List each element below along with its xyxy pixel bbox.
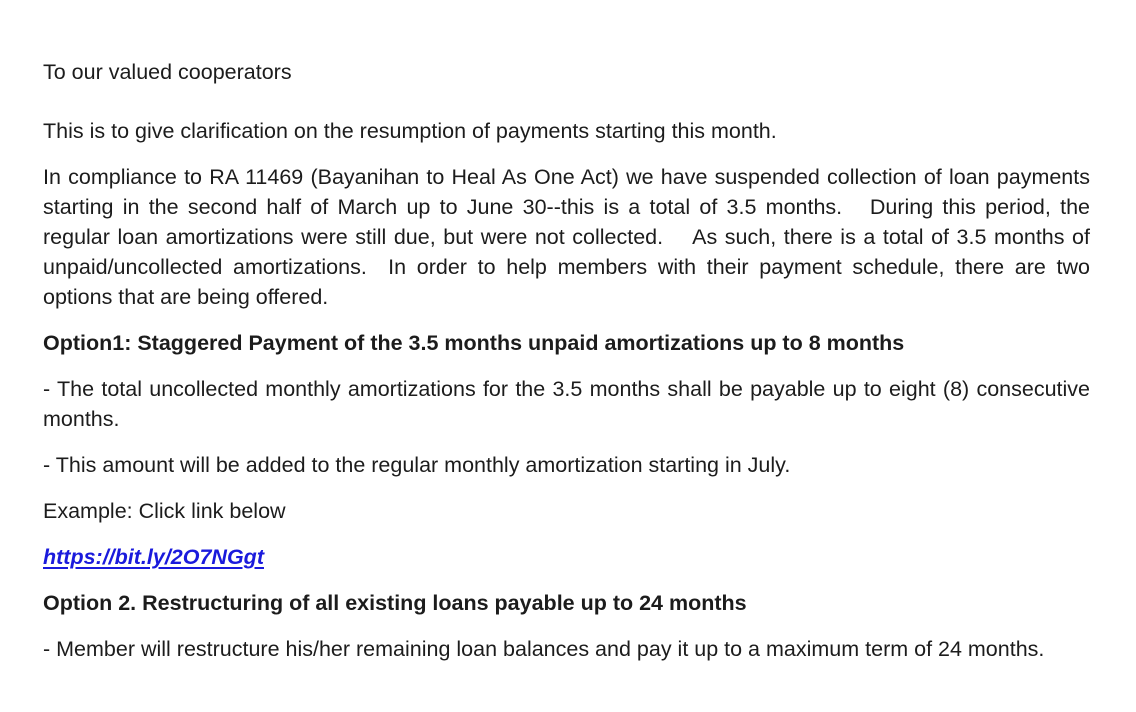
compliance-paragraph: In compliance to RA 11469 (Bayanihan to Heal As One Act) we have suspended collection of loan payments starting in the second half of March up to June 30--this is a total of 3.5 months. During this period, the regular loan amortizations were still due, but were not collected. As such, there is a total of 3.5 months of unpaid/uncollected amortizations. In order to help members with their payment schedule, there are two options that are being offered.: [43, 165, 1096, 309]
option2-point-1: - Member will restructure his/her remaining loan balances and pay it up to a maximum term of 24 months.: [43, 637, 1045, 661]
example-link-line: [43, 542, 1090, 572]
salutation: To our valued cooperators: [43, 60, 292, 84]
option1-point-1: - The total uncollected monthly amortizations for the 3.5 months shall be payable up to eight (8) consecutive months.: [43, 377, 1090, 431]
example-label: Example: Click link below: [43, 499, 286, 523]
intro-paragraph: This is to give clarification on the resumption of payments starting this month.: [43, 119, 777, 143]
option1-point-2: - This amount will be added to the regular monthly amortization starting in July.: [43, 453, 791, 477]
option2-heading: Option 2. Restructuring of all existing loans payable up to 24 months: [43, 591, 747, 615]
letter-body: [43, 57, 1096, 664]
example-link[interactable]: https://bit.ly/2O7NGgt: [43, 545, 264, 569]
option1-heading: Option1: Staggered Payment of the 3.5 months unpaid amortizations up to 8 months: [43, 331, 905, 355]
